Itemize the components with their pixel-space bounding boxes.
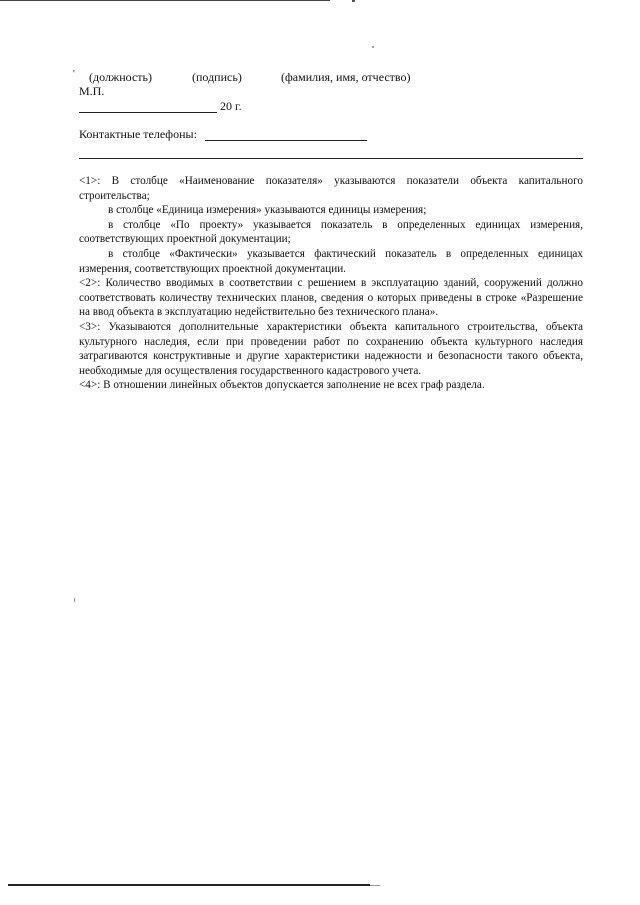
contact-phones-label: Контактные телефоны: (79, 127, 197, 141)
scan-edge-top (0, 0, 330, 1)
contact-phones-row (79, 126, 479, 142)
footnote-3: <3>: Указываются дополнительные характеристики объекта капитального строительства, объекта культурного наследия, если при проведении работ по сохранению объекта культурного наследия затрагиваются конструктивные и другие характеристики надежности и безопасности такого объекта, необходимые для осуществления государственного кадастрового учета. (79, 320, 583, 377)
footnote-1-project: в столбце «По проекту» указывается показатель в определенных единицах измерения, соответствующих проектной документации; (79, 218, 583, 246)
full-name-caption: (фамилия, имя, отчество) (281, 70, 411, 84)
footnote-1-units: в столбце «Единица измерения» указываются единицы измерения; (108, 204, 427, 217)
signature-captions (73, 69, 583, 84)
footnote-1: <1>: В столбце «Наименование показателя» указываются показатели объекта капитального строительства; (79, 175, 583, 202)
footnote-4: <4>: В отношении линейных объектов допускается заполнение не всех граф раздела. (79, 379, 485, 392)
signature-caption: (подпись) (192, 70, 242, 84)
date-row (79, 98, 379, 114)
year-suffix: 20 г. (220, 99, 242, 113)
stamp-place-label: М.П. (79, 84, 105, 98)
footnote-separator (79, 158, 583, 159)
date-blank-line (79, 112, 217, 113)
scan-speck (372, 46, 374, 48)
position-caption: (должность) (89, 70, 152, 84)
footnote-1-actual: в столбце «Фактически» указывается фактический показатель в определенных единицах измерения, соответствующих проектной документации. (79, 247, 583, 275)
footnotes (79, 174, 583, 393)
scan-mark: ' (73, 69, 75, 80)
scan-edge-bottom-faint (370, 885, 380, 886)
scan-edge-bottom (8, 884, 370, 886)
contact-phones-blank-line (205, 140, 367, 141)
scan-mark-top (352, 0, 355, 2)
footnote-2: <2>: Количество вводимых в соответствии с решением в эксплуатацию зданий, сооружений должно соответствовать количеству технических планов, сведения о которых приведены в строке «Разрешение на ввод объекта в эксплуатацию недействительно без технического плана». (79, 277, 583, 319)
scan-speck (74, 598, 75, 602)
